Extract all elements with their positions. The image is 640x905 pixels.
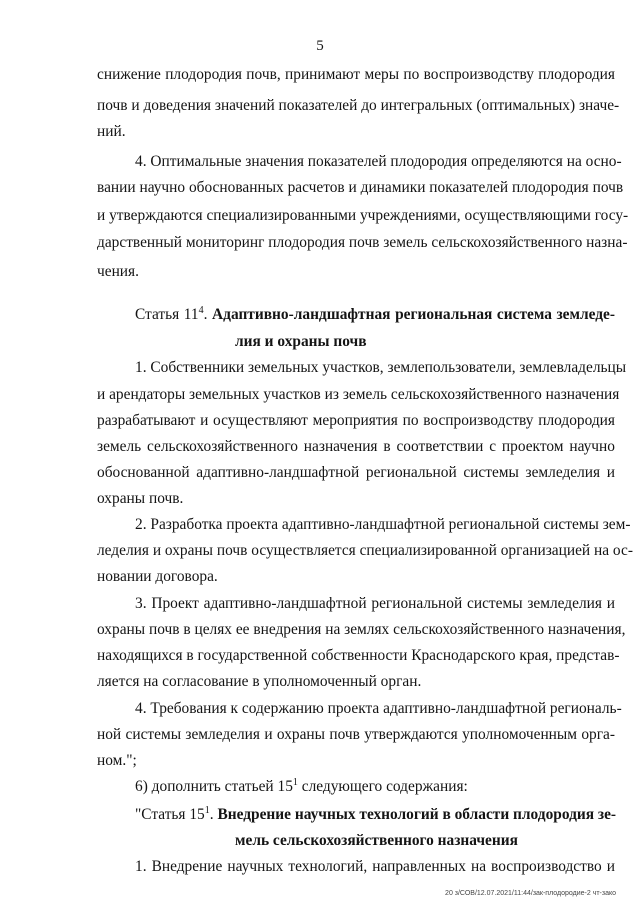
article-title-continued: мель сельскохозяйственного назначения [235,832,518,849]
text-line: ной системы земледелия и охраны почв утверждаются уполномоченным орга- [97,726,615,743]
page-number: 5 [316,38,324,54]
text-line: снижение плодородия почв, принимают меры по воспроизводству плодородия [97,66,615,83]
text-line: почв и доведения значений показателей до интегральных (оптимальных) значе- [97,97,620,114]
text-line: ляется на согласование в уполномоченный орган. [97,673,422,690]
article-heading: "Статья $15^1$. Внедрение научных технологий в области плодородия зе- [135,804,617,823]
article-heading: Статья $11^4$. Адаптивно-ландшафтная региональная система земледе- [135,304,615,323]
article-number: "Статья 15 [135,806,205,823]
text-line: вании научно обоснованных расчетов и динамики показателей плодородия почв [97,179,624,196]
text-line: ном."; [97,752,137,769]
article-number: Статья 11 [135,306,199,323]
text-line: леделия и охраны почв осуществляется специализированной организацией на ос- [97,542,633,559]
text-line: 1. Внедрение научных технологий, направленных на воспроизводство и [135,858,615,875]
text-line [135,777,615,797]
text-line: и утверждаются специализированными учреждениями, осуществляющими госу- [97,207,629,224]
text-line: охраны почв. [97,490,184,507]
text-line: 3. Проект адаптивно-ландшафтной региональной системы земледелия и [135,595,615,612]
text-line: дарственный мониторинг плодородия почв земель сельскохозяйственного назна- [97,234,628,251]
footer-file-reference: 20 з/СОВ/12.07.2021/11:44/зак-плодородие-2 чт-зако [445,890,616,897]
text-line: и арендаторы земельных участков из земель сельскохозяйственного назначения [97,386,620,403]
superscript: 1 [292,776,298,788]
text-segment: 6) дополнить статьей 15 [135,778,293,795]
text-line: новании договора. [97,568,218,585]
text-line: охраны почв в целях ее внедрения на землях сельскохозяйственного назначения, [97,621,626,638]
text-line: земель сельскохозяйственного назначения в соответствии с проектом научно [97,438,615,455]
article-title: Адаптивно-ландшафтная региональная система земледе- [212,306,615,323]
text-line: находящихся в государственной собственности Краснодарского края, представ- [97,647,620,664]
article-title-continued: лия и охраны почв [235,333,367,350]
text-line: 4. Оптимальные значения показателей плодородия определяются на осно- [135,153,622,170]
text-line: разрабатывают и осуществляют мероприятия по воспроизводству плодородия [97,412,615,429]
text-segment: следующего содержания: [297,778,468,795]
text-line: обоснованной адаптивно-ландшафтной региональной системы земледелия и [97,464,615,481]
text-line: 1. Собственники земельных участков, землепользователи, землевладельцы [135,359,627,376]
text-line: 2. Разработка проекта адаптивно-ландшафтной региональной системы зем- [135,516,631,533]
text-line: 4. Требования к содержанию проекта адаптивно-ландшафтной региональ- [135,700,622,717]
article-title: Внедрение научных технологий в области плодородия зе- [217,806,617,823]
superscript: 4 [198,304,204,316]
text-line: ний. [97,123,126,140]
text-line: чения. [97,263,139,280]
superscript: 1 [204,804,210,816]
